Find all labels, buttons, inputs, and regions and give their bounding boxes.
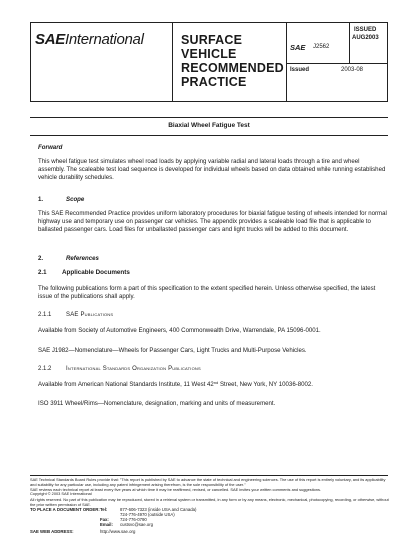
sae-logo: [35, 31, 144, 48]
footer-notice-review: SAE reviews each technical report at least every five years at which time it may be reaffirmed, revised, or cancelled. SAE invites your written comments and suggestions.: [30, 487, 321, 492]
footer-copyright: Copyright © 2003 SAE International: [30, 491, 92, 496]
email-link[interactable]: custsvc@sae.org: [120, 522, 154, 527]
sae-j1982-reference: SAE J1982—Nomenclature—Wheels for Passenger Cars, Light Trucks and Multi-Purpose Vehicles.: [38, 347, 307, 354]
doc-info-cell: [287, 23, 387, 101]
references-heading: References: [66, 255, 99, 262]
doc-number: J2562: [313, 44, 330, 50]
sae-publications-heading: SAE Publications: [66, 312, 114, 318]
issued-label: ISSUED: [354, 27, 377, 33]
iso-publications-heading: International Standards Organization Publications: [66, 366, 201, 372]
forward-paragraph: This wheel fatigue test simulates wheel road loads by applying variable radial and lateral loads through a tire and wheel assembly. The scaleable test load sequence is developed for individual wheels based on data obtained while running established vehicle durability schedules.: [38, 158, 386, 181]
issued-date: AUG2003: [352, 35, 379, 41]
applicable-docs-number: 2.1: [38, 269, 47, 276]
iso-3911-reference: ISO 3911 Wheel/Rims—Nomenclature, designation, marking and units of measurement.: [38, 400, 276, 407]
fax-label: Fax:: [100, 517, 109, 522]
applicable-docs-heading: Applicable Documents: [62, 269, 130, 276]
tel-label: Tel:: [100, 507, 108, 512]
logo-light: International: [64, 31, 144, 48]
tel-outside-usa: 724-776-4970 (outside USA): [120, 512, 175, 517]
references-number: 2.: [38, 255, 44, 262]
logo-cell: [31, 23, 173, 101]
ansi-availability: [38, 381, 388, 389]
fax-number: 724-776-0790: [120, 517, 147, 522]
title-cell: [173, 23, 287, 101]
issued-date-2: 2003-08: [341, 67, 364, 73]
sae-publications-availability: Available from Society of Automotive Engineers, 400 Commonwealth Drive, Warrendale, PA 15096-0001.: [38, 327, 321, 334]
applicable-docs-paragraph: The following publications form a part of this specification to the extent specified herein. Unless otherwise specified, the latest issue of the publications shall apply.: [38, 285, 376, 300]
web-address-link[interactable]: http://www.sae.org: [100, 529, 136, 534]
title-line-3: RECOMMENDED: [181, 61, 284, 75]
footer-rights: All rights reserved. No part of this publication may be reproduced, stored in a retrieval system or transmitted, in any form or by any means, electronic, mechanical, photocopying, recording, or otherwise, without the prior written permission of SAE.: [30, 497, 389, 507]
doc-number-row: [287, 23, 387, 64]
tel-inside-usa: 877-606-7323 (inside USA and Canada): [120, 507, 197, 512]
scope-number: 1.: [38, 196, 44, 203]
logo-bold: SAE: [35, 31, 65, 48]
issued-label-2: Issued: [290, 67, 310, 73]
ansi-text-sup: nd: [213, 380, 219, 385]
forward-heading: Forward: [38, 144, 63, 151]
footer-notice-rules: SAE Technical Standards Board Rules provide that: "This report is published by SAE to advance the state of technical and engineering sciences. The use of this report is entirely voluntary, and its applicability and suitability for any particular use, including any patent infringement arising therefrom, is the sole responsibility of the user.": [30, 477, 386, 487]
ansi-text-a: Available from American National Standards Institute, 11 West 42: [38, 381, 214, 388]
scope-heading: Scope: [66, 196, 85, 203]
sae-publications-number: 2.1.1: [38, 312, 52, 318]
sae-mark: SAE: [290, 43, 306, 52]
document-header: [30, 22, 388, 102]
ansi-text-b: Street, New York, NY 10036-8002.: [218, 381, 313, 388]
scope-paragraph: This SAE Recommended Practice provides uniform laboratory procedures for biaxial fatigue testing of wheels intended for normal highway use and temporary use on passenger car vehicles. The appendix provides a scaleable load file that is applicable to ballasted passenger cars. Load files for unballasted passenger cars and light trucks will be added to this document.: [38, 210, 387, 233]
title-line-1: SURFACE: [181, 33, 243, 47]
document-subject: Biaxial Wheel Fatigue Test: [168, 122, 250, 129]
email-label: Email:: [100, 522, 113, 527]
document-type-title: [181, 33, 284, 89]
subject-row: [30, 117, 388, 136]
web-address-label: SAE WEB ADDRESS:: [30, 529, 74, 534]
footer-divider: [30, 475, 388, 476]
iso-publications-number: 2.1.2: [38, 366, 52, 372]
title-line-2: VEHICLE: [181, 47, 237, 61]
title-line-4: PRACTICE: [181, 75, 247, 89]
order-label: TO PLACE A DOCUMENT ORDER:: [30, 507, 100, 512]
issued-box: [349, 23, 388, 63]
